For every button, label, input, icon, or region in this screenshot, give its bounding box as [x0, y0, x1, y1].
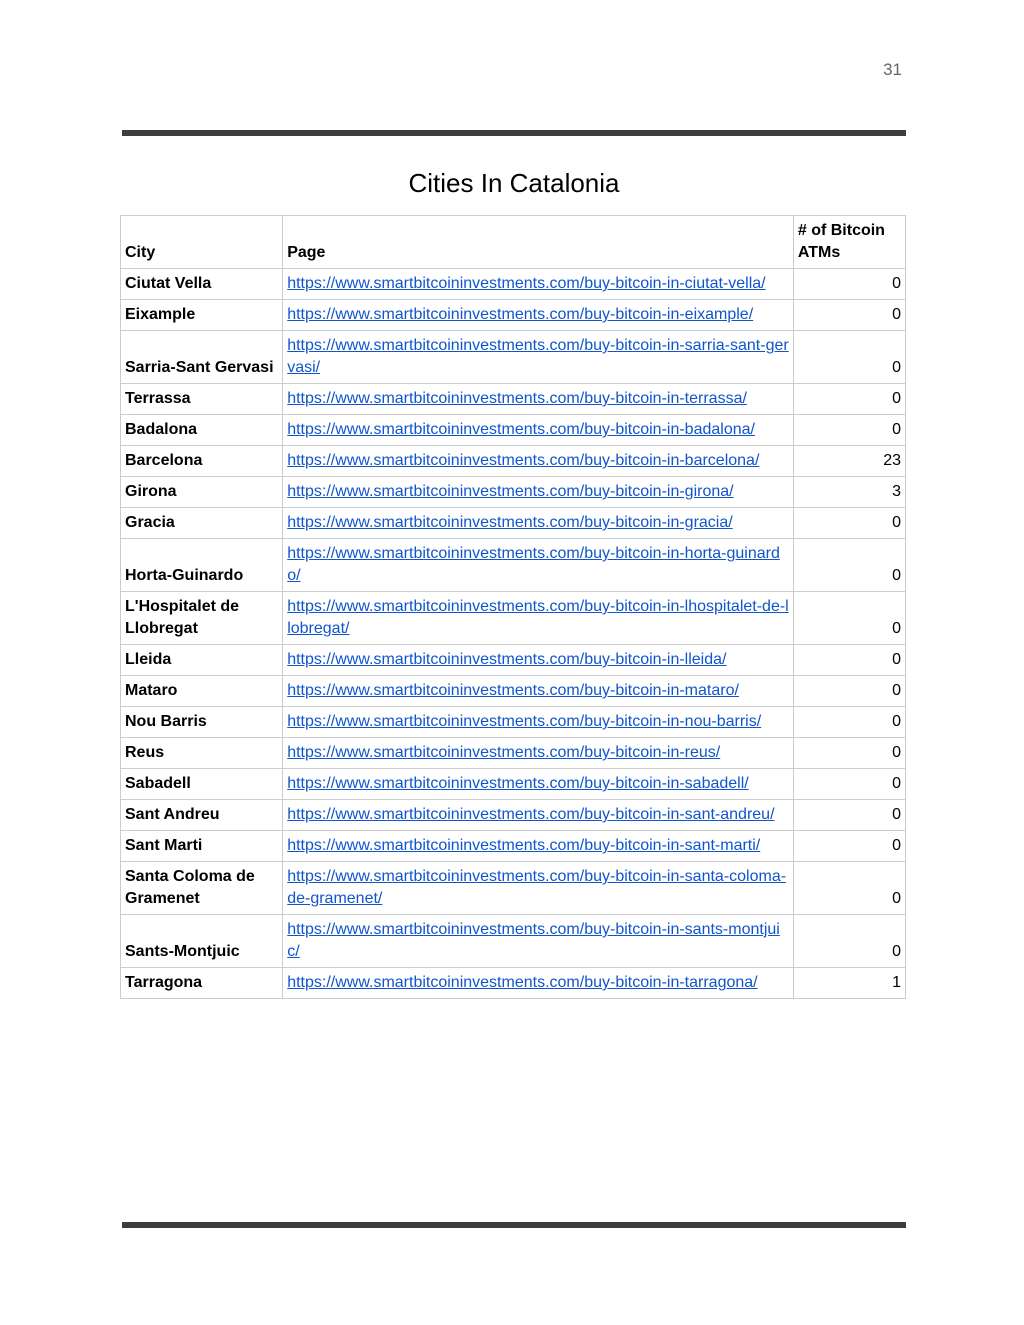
atm-count: 0: [793, 707, 905, 738]
page-link[interactable]: https://www.smartbitcoininvestments.com/buy-bitcoin-in-eixample/: [287, 306, 754, 323]
table-row: [121, 915, 906, 968]
page-link[interactable]: https://www.smartbitcoininvestments.com/buy-bitcoin-in-reus/: [287, 744, 721, 761]
page-link[interactable]: https://www.smartbitcoininvestments.com/buy-bitcoin-in-lhospitalet-de-llobregat/: [287, 598, 789, 637]
page-cell: [283, 915, 794, 968]
table-row: [121, 968, 906, 999]
page-cell: [283, 508, 794, 539]
atm-count: 0: [793, 269, 905, 300]
cities-table: [120, 215, 906, 999]
city-name: Nou Barris: [121, 707, 283, 738]
page-cell: [283, 862, 794, 915]
city-name: Lleida: [121, 645, 283, 676]
page-link[interactable]: https://www.smartbitcoininvestments.com/buy-bitcoin-in-sabadell/: [287, 775, 749, 792]
table-row: [121, 831, 906, 862]
atm-count: 0: [793, 676, 905, 707]
atm-count: 0: [793, 415, 905, 446]
city-name: Mataro: [121, 676, 283, 707]
atm-count: 0: [793, 508, 905, 539]
city-name: L'Hospitalet de Llobregat: [121, 592, 283, 645]
table-row: [121, 676, 906, 707]
city-name: Sabadell: [121, 769, 283, 800]
page-cell: [283, 800, 794, 831]
page-link[interactable]: https://www.smartbitcoininvestments.com/buy-bitcoin-in-gracia/: [287, 514, 733, 531]
city-name: Sarria-Sant Gervasi: [121, 331, 283, 384]
table-row: [121, 331, 906, 384]
atm-count: 0: [793, 862, 905, 915]
city-name: Gracia: [121, 508, 283, 539]
page-link[interactable]: https://www.smartbitcoininvestments.com/buy-bitcoin-in-horta-guinardo/: [287, 545, 780, 584]
bottom-divider: [122, 1222, 906, 1228]
page-cell: [283, 968, 794, 999]
page-cell: [283, 645, 794, 676]
table-row: [121, 707, 906, 738]
atm-count: 0: [793, 915, 905, 968]
table-row: [121, 508, 906, 539]
page-link[interactable]: https://www.smartbitcoininvestments.com/buy-bitcoin-in-sants-montjuic/: [287, 921, 780, 960]
page-link[interactable]: https://www.smartbitcoininvestments.com/buy-bitcoin-in-sant-andreu/: [287, 806, 775, 823]
page-cell: [283, 707, 794, 738]
page-cell: [283, 539, 794, 592]
city-name: Ciutat Vella: [121, 269, 283, 300]
page-cell: [283, 477, 794, 508]
atm-count: 0: [793, 738, 905, 769]
table-row: [121, 738, 906, 769]
atm-count: 0: [793, 592, 905, 645]
column-header-city: City: [121, 216, 283, 269]
city-name: Sant Marti: [121, 831, 283, 862]
table-row: [121, 539, 906, 592]
city-name: Barcelona: [121, 446, 283, 477]
table-header-row: [121, 216, 906, 269]
table-row: [121, 800, 906, 831]
page-link[interactable]: https://www.smartbitcoininvestments.com/buy-bitcoin-in-tarragona/: [287, 974, 758, 991]
page-link[interactable]: https://www.smartbitcoininvestments.com/buy-bitcoin-in-barcelona/: [287, 452, 760, 469]
page-cell: [283, 769, 794, 800]
atm-count: 0: [793, 300, 905, 331]
table-body: [121, 269, 906, 999]
table-row: [121, 769, 906, 800]
page-cell: [283, 384, 794, 415]
page-link[interactable]: https://www.smartbitcoininvestments.com/buy-bitcoin-in-sarria-sant-gervasi/: [287, 337, 789, 376]
page-number: 31: [883, 60, 902, 79]
city-name: Tarragona: [121, 968, 283, 999]
page-link[interactable]: https://www.smartbitcoininvestments.com/buy-bitcoin-in-badalona/: [287, 421, 755, 438]
page-cell: [283, 415, 794, 446]
city-name: Eixample: [121, 300, 283, 331]
page-cell: [283, 331, 794, 384]
atm-count: 0: [793, 831, 905, 862]
atm-count: 0: [793, 539, 905, 592]
city-name: Badalona: [121, 415, 283, 446]
city-name: Sants-Montjuic: [121, 915, 283, 968]
page-cell: [283, 831, 794, 862]
atm-count: 0: [793, 769, 905, 800]
page-link[interactable]: https://www.smartbitcoininvestments.com/buy-bitcoin-in-santa-coloma-de-gramenet/: [287, 868, 787, 907]
atm-count: 0: [793, 331, 905, 384]
page-title: Cities In Catalonia: [408, 168, 620, 198]
table-row: [121, 446, 906, 477]
table-row: [121, 269, 906, 300]
page-link[interactable]: https://www.smartbitcoininvestments.com/buy-bitcoin-in-lleida/: [287, 651, 727, 668]
atm-count: 0: [793, 645, 905, 676]
page-cell: [283, 738, 794, 769]
page-cell: [283, 592, 794, 645]
atm-count: 3: [793, 477, 905, 508]
page-link[interactable]: https://www.smartbitcoininvestments.com/buy-bitcoin-in-mataro/: [287, 682, 739, 699]
table-row: [121, 862, 906, 915]
atm-count: 1: [793, 968, 905, 999]
city-name: Horta-Guinardo: [121, 539, 283, 592]
city-name: Sant Andreu: [121, 800, 283, 831]
page-cell: [283, 300, 794, 331]
table-row: [121, 300, 906, 331]
table-row: [121, 384, 906, 415]
page-link[interactable]: https://www.smartbitcoininvestments.com/buy-bitcoin-in-nou-barris/: [287, 713, 762, 730]
city-name: Santa Coloma de Gramenet: [121, 862, 283, 915]
atm-count: 23: [793, 446, 905, 477]
table-row: [121, 415, 906, 446]
atm-count: 0: [793, 800, 905, 831]
city-name: Reus: [121, 738, 283, 769]
table-row: [121, 477, 906, 508]
page-cell: [283, 676, 794, 707]
page-link[interactable]: https://www.smartbitcoininvestments.com/buy-bitcoin-in-terrassa/: [287, 390, 747, 407]
city-name: Girona: [121, 477, 283, 508]
page-link[interactable]: https://www.smartbitcoininvestments.com/buy-bitcoin-in-girona/: [287, 483, 734, 500]
atm-count: 0: [793, 384, 905, 415]
top-divider: [122, 130, 906, 136]
table-row: [121, 645, 906, 676]
page-cell: [283, 446, 794, 477]
city-name: Terrassa: [121, 384, 283, 415]
page-link[interactable]: https://www.smartbitcoininvestments.com/buy-bitcoin-in-ciutat-vella/: [287, 275, 766, 292]
column-header-atms: # of Bitcoin ATMs: [793, 216, 905, 269]
column-header-page: Page: [283, 216, 794, 269]
page-cell: [283, 269, 794, 300]
page-link[interactable]: https://www.smartbitcoininvestments.com/buy-bitcoin-in-sant-marti/: [287, 837, 761, 854]
table-row: [121, 592, 906, 645]
